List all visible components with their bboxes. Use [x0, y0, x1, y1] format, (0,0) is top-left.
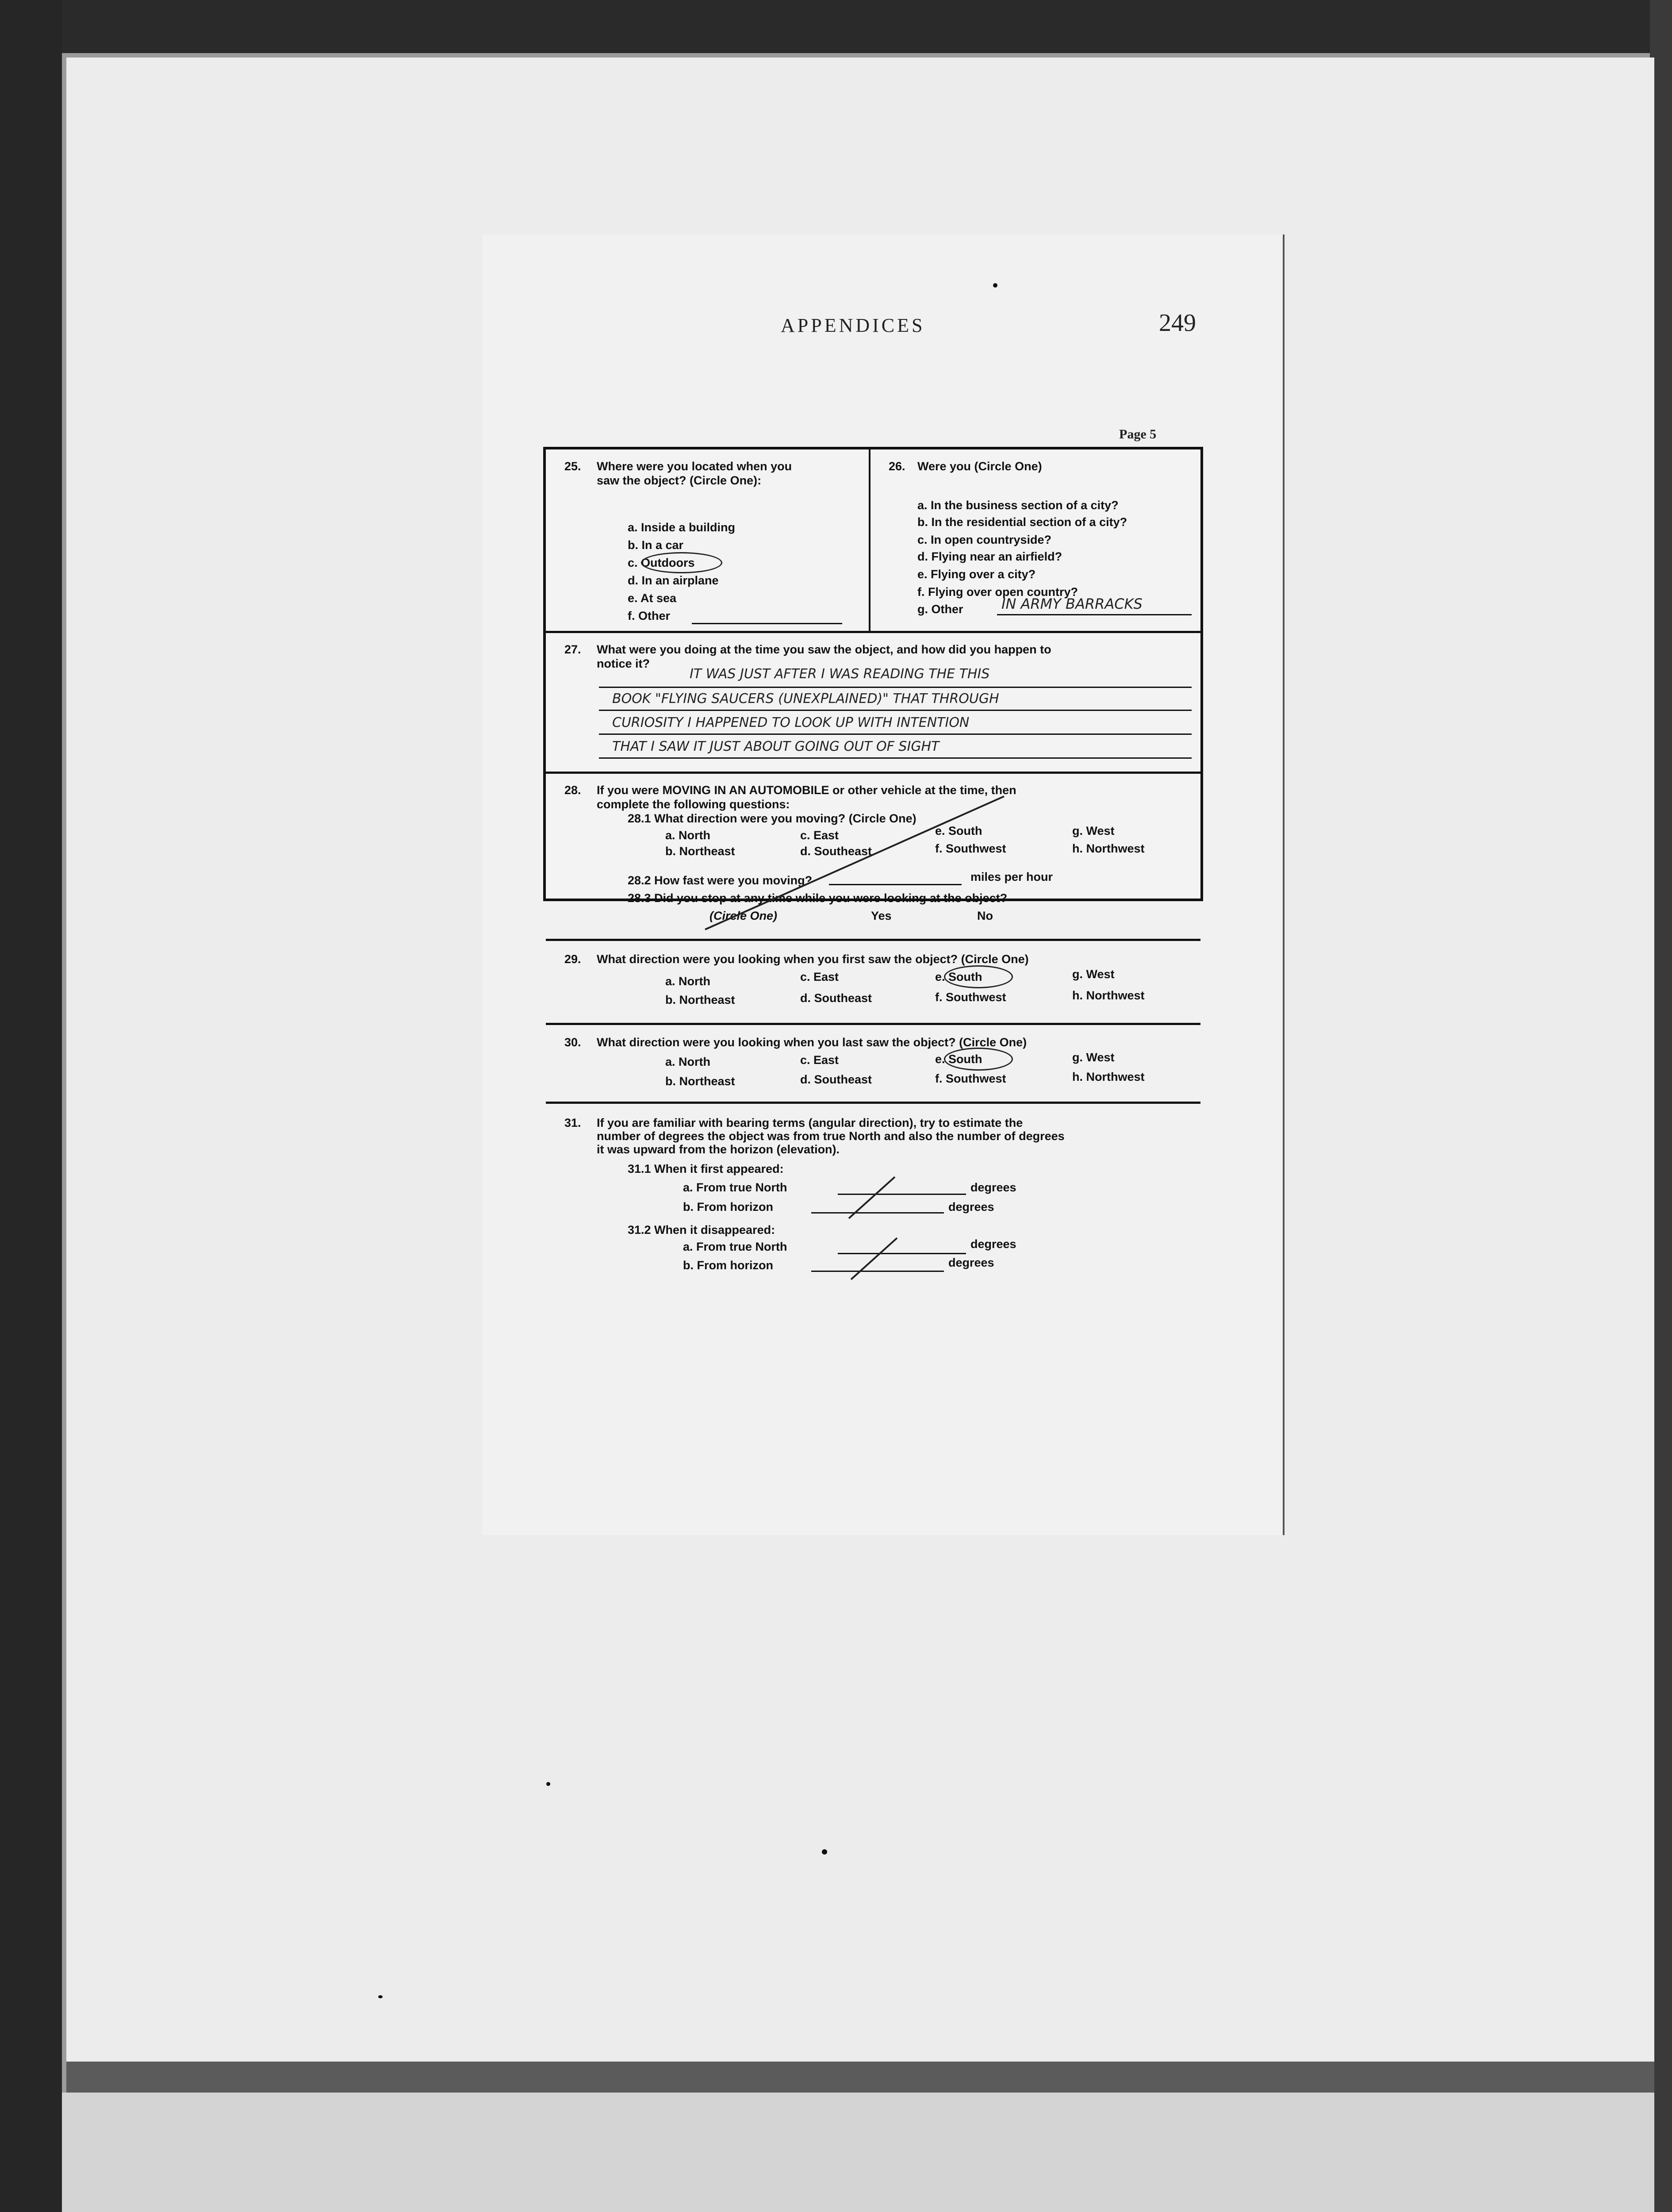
q25-option-d: d. In an airplane [628, 574, 719, 587]
q31-2-north-line [838, 1253, 966, 1254]
q25-option-c: c. Outdoors [628, 556, 695, 569]
dust-speck [993, 283, 997, 288]
q31-1-question: 31.1 When it first appeared: [628, 1162, 784, 1175]
q25-option-f: f. Other [628, 609, 671, 622]
q29-question: What direction were you looking when you first saw the object? (Circle One) [597, 952, 1029, 966]
q27-number: 27. [564, 643, 581, 656]
q26-option-g: g. Other [917, 603, 963, 616]
q28-dir-e: e. South [935, 824, 982, 837]
q27-answer-line2: BOOK "FLYING SAUCERS (UNEXPLAINED)" THAT THROUGH [612, 691, 999, 707]
q29-dir-h: h. Northwest [1072, 989, 1145, 1002]
q31-2-question: 31.2 When it disappeared: [628, 1223, 775, 1237]
q30-dir-f: f. Southwest [935, 1072, 1006, 1085]
q28-dir-g: g. West [1072, 824, 1115, 837]
q29-number: 29. [564, 952, 581, 966]
q31-2-strike-mark [851, 1237, 898, 1280]
q26-option-f: f. Flying over open country? [917, 585, 1078, 599]
q25-option-b: b. In a car [628, 538, 684, 552]
q28-dir-f: f. Southwest [935, 842, 1006, 855]
column-divider [869, 449, 871, 631]
section-31 [546, 1102, 1200, 1336]
q28-dir-d: d. Southeast [800, 845, 872, 858]
q31-2-horizon-label: b. From horizon [683, 1259, 773, 1272]
q29-dir-a: a. North [665, 975, 711, 988]
q27-rule-1 [599, 687, 1192, 688]
q30-dir-e: e. South [935, 1052, 982, 1066]
q30-dir-g: g. West [1072, 1051, 1115, 1064]
q25-option-a: a. Inside a building [628, 521, 736, 534]
q26-option-a: a. In the business section of a city? [917, 499, 1119, 512]
section-27 [546, 631, 1200, 774]
q25-other-line [692, 623, 842, 624]
film-edge-left [0, 0, 62, 2212]
q30-answer-circle [944, 1048, 1013, 1071]
q28-dir-a: a. North [665, 829, 711, 842]
q31-1-horizon-degrees: degrees [948, 1200, 994, 1214]
q26-question: Were you (Circle One) [917, 460, 1042, 473]
q27-rule-2 [599, 710, 1192, 711]
q27-rule-3 [599, 733, 1192, 735]
section-28 [546, 772, 1200, 941]
questionnaire-form [543, 447, 1203, 1272]
section-29 [546, 939, 1200, 1025]
q25-question-line1: Where were you located when you [597, 460, 792, 473]
dust-speck [822, 1849, 827, 1855]
q30-dir-b: b. Northeast [665, 1075, 735, 1088]
q31-2-north-label: a. From true North [683, 1240, 787, 1253]
q29-dir-f: f. Southwest [935, 991, 1006, 1004]
film-edge-bottom [66, 2062, 1654, 2093]
q30-dir-d: d. Southeast [800, 1073, 872, 1086]
q28-dir-b: b. Northeast [665, 845, 735, 858]
q28-1-question: 28.1 What direction were you moving? (Circle One) [628, 812, 917, 825]
q25-answer-circle [641, 552, 722, 573]
q28-3-yes: Yes [871, 909, 892, 922]
q28-3-no: No [977, 909, 993, 922]
q31-1-north-degrees: degrees [970, 1181, 1016, 1194]
q25-option-e: e. At sea [628, 591, 677, 605]
dust-speck [378, 1995, 383, 1998]
q31-question-line3: it was upward from the horizon (elevation). [597, 1143, 840, 1156]
q26-option-e: e. Flying over a city? [917, 568, 1036, 581]
q29-dir-c: c. East [800, 970, 839, 983]
q26-option-c: c. In open countryside? [917, 533, 1052, 546]
q28-number: 28. [564, 783, 581, 797]
q28-question-line1: If you were MOVING IN AN AUTOMOBILE or other vehicle at the time, then [597, 783, 1016, 797]
page-number: 249 [1159, 309, 1196, 337]
film-lower-area [62, 2093, 1654, 2212]
q27-answer-line1: IT WAS JUST AFTER I WAS READING THE THIS [690, 666, 990, 682]
q31-2-north-degrees: degrees [970, 1237, 1016, 1251]
q25-question-line2: saw the object? (Circle One): [597, 474, 762, 487]
form-page-label: Page 5 [1119, 427, 1157, 442]
q31-2-horizon-line [811, 1271, 944, 1272]
section-30 [546, 1023, 1200, 1104]
q30-dir-c: c. East [800, 1053, 839, 1067]
q27-question-line2: notice it? [597, 657, 650, 670]
q26-option-b: b. In the residential section of a city? [917, 515, 1127, 529]
q27-rule-4 [599, 757, 1192, 759]
q31-1-north-line [838, 1194, 966, 1195]
q31-2-horizon-degrees: degrees [948, 1256, 994, 1269]
q29-dir-e: e. South [935, 970, 982, 983]
q29-dir-d: d. Southeast [800, 991, 872, 1005]
q31-question-line2: number of degrees the object was from true North and also the number of degrees [597, 1129, 1065, 1143]
q30-dir-a: a. North [665, 1055, 711, 1068]
q27-answer-line3: CURIOSITY I HAPPENED TO LOOK UP WITH INTENTION [612, 715, 970, 730]
q30-number: 30. [564, 1036, 581, 1049]
section-25-26 [546, 449, 1200, 633]
q31-1-north-label: a. From true North [683, 1181, 787, 1194]
q28-3-circle-one: (Circle One) [709, 909, 778, 922]
q25-number: 25. [564, 460, 581, 473]
film-edge-top [0, 0, 1672, 53]
q28-2-line [829, 884, 962, 885]
q30-question: What direction were you looking when you last saw the object? (Circle One) [597, 1036, 1027, 1049]
q28-3-question: 28.3 Did you stop at any time while you were looking at the object? [628, 891, 1008, 905]
q26-other-line [997, 614, 1192, 615]
q27-answer-line4: THAT I SAW IT JUST ABOUT GOING OUT OF SIGHT [612, 739, 940, 754]
q29-answer-circle [944, 965, 1013, 988]
q26-option-d: d. Flying near an airfield? [917, 550, 1062, 563]
q31-question-line1: If you are familiar with bearing terms (angular direction), try to estimate the [597, 1116, 1023, 1129]
q31-1-horizon-label: b. From horizon [683, 1200, 773, 1214]
q31-1-horizon-line [811, 1212, 944, 1214]
q28-dir-c: c. East [800, 829, 839, 842]
q27-question-line1: What were you doing at the time you saw the object, and how did you happen to [597, 643, 1051, 656]
q31-number: 31. [564, 1116, 581, 1129]
q29-dir-g: g. West [1072, 968, 1115, 981]
q28-2-unit: miles per hour [970, 870, 1053, 883]
q28-2-question: 28.2 How fast were you moving? [628, 874, 813, 887]
q26-number: 26. [889, 460, 905, 473]
q28-dir-h: h. Northwest [1072, 842, 1145, 855]
q28-question-line2: complete the following questions: [597, 798, 790, 811]
running-head: APPENDICES [781, 315, 925, 336]
q29-dir-b: b. Northeast [665, 993, 735, 1006]
dust-speck [546, 1782, 550, 1786]
q26-handwritten-other: IN ARMY BARRACKS [1001, 595, 1143, 612]
q30-dir-h: h. Northwest [1072, 1070, 1145, 1083]
